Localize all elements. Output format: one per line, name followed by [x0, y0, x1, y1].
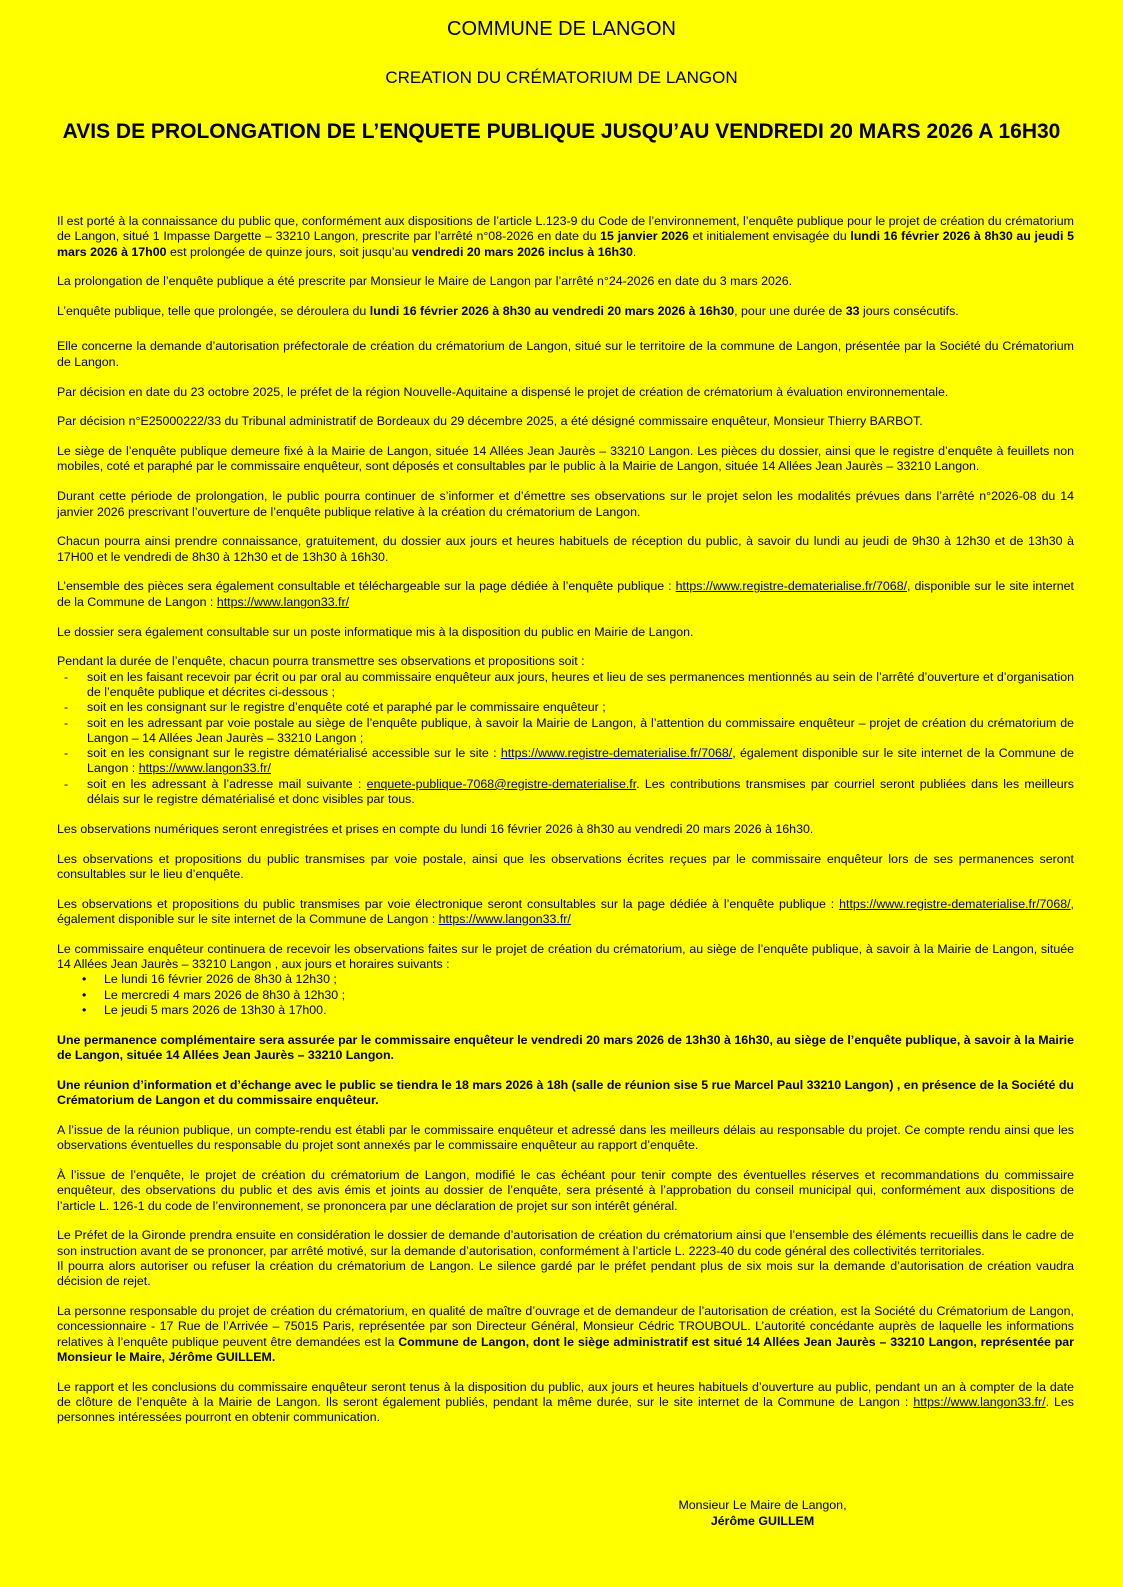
paragraph-prefect-decision: Par décision en date du 23 octobre 2025, le préfet de la région Nouvelle-Aquitaine a dispensé le projet de création de crématorium à évaluation environnementale.	[57, 384, 949, 399]
signature-name: Jérôme GUILLEM	[710, 1513, 815, 1528]
registre-link[interactable]: https://www.registre-dematerialise.fr/7068/	[500, 746, 733, 761]
paragraph-digital-observations: Les observations numériques seront enregistrées et prises en compte du lundi 16 février 2026 à 8h30 au vendredi 20 mars 2026 à 16h30.	[57, 821, 814, 836]
langon-site-link[interactable]: https://www.langon33.fr/	[216, 594, 350, 609]
notice-title: AVIS DE PROLONGATION DE L’ENQUETE PUBLIQUE JUSQU’AU VENDREDI 20 MARS 2026 A 16H30	[62, 120, 1061, 143]
commune-heading: COMMUNE DE LANGON	[447, 18, 676, 40]
list-item: • Le mercredi 4 mars 2026 de 8h30 à 12h30 ;	[57, 988, 1074, 1003]
paragraph-electronic-observations: Les observations et propositions du public transmises par voie électronique seront consultables sur la page dédiée à l’enquête publique : https://www.registre-dematerialise.fr/7068/, également disponible sur le site internet de la Commune de Langon : https://www.langon33.fr/	[57, 896, 1074, 926]
list-item: - soit en les faisant recevoir par écrit ou par oral au commissaire enquêteur aux jours, heures et lieu de ses permanences mentionnés au sein de l’arrêté d’ouverture et d’organisation de l’enquête publique et décrites ci-dessous ;	[57, 670, 1074, 701]
paragraph-postal-observations: Les observations et propositions du public transmises par voie postale, ainsi que les observations écrites reçues par le commissaire enquêteur lors de ses permanences seront consultables sur le lieu d’enquête.	[57, 851, 1074, 881]
paragraph-duration: L’enquête publique, telle que prolongée, se déroulera du lundi 16 février 2026 à 8h30 au vendredi 20 mars 2026 à 16h30, pour une durée de 33 jours consécutifs.	[57, 304, 959, 319]
paragraph-after-enquiry: À l’issue de l’enquête, le projet de création du crématorium de Langon, modifié le cas échéant pour tenir compte des éventuelles réserves et recommandations du commissaire enquêteur, des observations du public et des avis émis et joints au dossier de l’enquête, sera présenté à l’approbation du conseil municipal qui, conformément aux dispositions de l’article L. 126-1 du code de l’environnement, se prononcera par une déclaration de projet sur son intérêt général.	[57, 1168, 1074, 1213]
paragraph-seat: Le siège de l’enquête publique demeure fixé à la Mairie de Langon, située 14 Allées Jean Jaurès – 33210 Langon. Les pièces du dossier, ainsi que le registre d’enquête à feuillets non mobiles, coté et paraphé par le commissaire enquêteur, sont déposés et consultables par le public à la Mairie de Langon, située 14 Allées Jean Jaurès – 33210 Langon.	[57, 444, 1074, 474]
paragraph-meeting-report: A l’issue de la réunion publique, un compte-rendu est établi par le commissaire enquêteur et adressé dans les meilleurs délais au responsable du projet. Ce compte rendu ainsi que les observations éventuelles du responsable du projet sont annexés par le commissaire enquêteur au rapport d’enquête.	[57, 1122, 1074, 1153]
registre-link[interactable]: https://www.registre-dematerialise.fr/7068/	[839, 896, 1071, 911]
signature-block	[620, 1498, 905, 1529]
paragraph-prolongation-period: Durant cette période de prolongation, le public pourra continuer de s’informer et d’émettre ses observations sur le projet selon les modalités prévues dans l’arrêté n°2026-08 du 14 janvier 2026 prescrivant l’ouverture de l’enquête publique relative à la création du crématorium de Langon.	[57, 489, 1074, 519]
project-subtitle: CREATION DU CRÉMATORIUM DE LANGON	[385, 68, 738, 87]
paragraph-decision: Il pourra alors autoriser ou refuser la création du crématorium de Langon. Le silence gardé par le préfet pendant plus de six mois sur la demande d’autorisation de création vaudra décision de rejet.	[57, 1259, 1074, 1289]
registre-link[interactable]: https://www.registre-dematerialise.fr/7068/	[675, 579, 908, 594]
paragraph-opening-hours: Chacun pourra ainsi prendre connaissance, gratuitement, du dossier aux jours et heures habituels de réception du public, à savoir du lundi au jeudi de 9h30 à 12h30 et de 13h30 à 17H00 et le vendredi de 8h30 à 12h30 et de 13h30 à 16h30.	[57, 534, 1074, 564]
paragraph-report-availability: Le rapport et les conclusions du commissaire enquêteur seront tenus à la disposition du public, aux jours et heures habituels d’ouverture au public, pendant un an à compter de la date de clôture de l’enquête à la Mairie de Langon. Ils seront également publiés, pendant la même durée, sur le site internet de la Commune de Langon : https://www.langon33.fr/. Les personnes intéressées pourront en obtenir communication.	[57, 1379, 1074, 1425]
paragraph-submission-intro: Pendant la durée de l’enquête, chacun pourra transmettre ses observations et propositions soit :	[57, 654, 585, 669]
email-link[interactable]: enquete-publique-7068@registre-dematerialise.fr	[366, 776, 637, 791]
paragraph-prefect-review: Le Préfet de la Gironde prendra ensuite en considération le dossier de demande d’autorisation de création du crématorium ainsi que l’ensemble des éléments recueillis dans le cadre de son instruction avant de se prononcer, par arrêté motivé, sur la demande d’autorisation, conformément à l’article L. 2223-40 du code général des collectivités territoriales.	[57, 1228, 1074, 1258]
submission-methods-list	[57, 670, 1074, 808]
notice-body	[57, 214, 1074, 1440]
signature-role: Monsieur Le Maire de Langon,	[678, 1498, 847, 1512]
paragraph-request: Elle concerne la demande d’autorisation préfectorale de création du crématorium de Langon, situé sur le territoire de la commune de Langon, présentée par la Société du Crématorium de Langon.	[57, 339, 1074, 369]
list-item: • Le lundi 16 février 2026 de 8h30 à 12h30 ;	[57, 972, 1074, 987]
paragraph-documents-online: L’ensemble des pièces sera également consultable et téléchargeable sur la page dédiée à l’enquête publique : https://www.registre-dematerialise.fr/7068/, disponible sur le site internet de la Commune de Langon : https://www.langon33.fr/	[57, 579, 1074, 609]
paragraph-intro: Il est porté à la connaissance du public que, conformément aux dispositions de l’article L.123-9 du Code de l’environnement, l’enquête publique pour le projet de création du crématorium de Langon, situé 1 Impasse Dargette – 33210 Langon, prescrite par l’arrêté n°08-2026 en date du 15 janvier 2026 et initialement envisagée du lundi 16 février 2026 à 8h30 au jeudi 5 mars 2026 à 17h00 est prolongée de quinze jours, soit jusqu’au vendredi 20 mars 2026 inclus à 16h30.	[57, 214, 1075, 259]
langon-site-link[interactable]: https://www.langon33.fr/	[138, 761, 271, 776]
paragraph-public-meeting: Une réunion d’information et d’échange avec le public se tiendra le 18 mars 2026 à 18h (salle de réunion sise 5 rue Marcel Paul 33210 Langon) , en présence de la Société du Crématorium de Langon et du commissaire enquêteur.	[57, 1077, 1074, 1108]
paragraph-computer-access: Le dossier sera également consultable sur un poste informatique mis à la disposition du public en Mairie de Langon.	[57, 624, 694, 639]
paragraph-commissioner: Par décision n°E25000222/33 du Tribunal administratif de Bordeaux du 29 décembre 2025, a été désigné commissaire enquêteur, Monsieur Thierry BARBOT.	[57, 414, 923, 429]
paragraph-prolongation: La prolongation de l’enquête publique a été prescrite par Monsieur le Maire de Langon par l’arrêté n°24-2026 en date du 3 mars 2026.	[57, 274, 793, 289]
paragraph-responsible: La personne responsable du projet de création du crématorium, en qualité de maître d’ouvrage et de demandeur de l’autorisation de création, est la Société du Crématorium de Langon, concessionnaire - 17 Rue de l’Arrivée – 75015 Paris, représentée par son Directeur Général, Monsieur Cédric TROUBOUL. L’autorité concédante auprès de laquelle les informations relatives à l’enquête publique peuvent être demandées est la Commune de Langon, dont le siège administratif est situé 14 Allées Jean Jaurès – 33210 Langon, représentée par Monsieur le Maire, Jérôme GUILLEM.	[57, 1304, 1074, 1365]
paragraph-permanences-intro: Le commissaire enquêteur continuera de recevoir les observations faites sur le projet de création du crématorium, au siège de l’enquête publique, à savoir à la Mairie de Langon, située 14 Allées Jean Jaurès – 33210 Langon , aux jours et horaires suivants :	[57, 941, 1074, 972]
paragraph-extra-permanence: Une permanence complémentaire sera assurée par le commissaire enquêteur le vendredi 20 mars 2026 de 13h30 à 16h30, au siège de l’enquête publique, à savoir à la Mairie de Langon, située 14 Allées Jean Jaurès – 33210 Langon.	[57, 1032, 1074, 1063]
list-item: • Le jeudi 5 mars 2026 de 13h30 à 17h00.	[57, 1003, 1074, 1018]
list-item: - soit en les consignant sur le registre dématérialisé accessible sur le site : https://www.registre-dematerialise.fr/7068/, également disponible sur le site internet de la Commune de Langon : https://www.langon33.fr/	[57, 746, 1074, 777]
list-item: - soit en les adressant à l’adresse mail suivante : enquete-publique-7068@registre-dematerialise.fr. Les contributions transmises par courriel seront publiées dans les meilleurs délais sur le registre dématérialisé et donc visibles par tous.	[57, 777, 1074, 808]
list-item: - soit en les consignant sur le registre d’enquête coté et paraphé par le commissaire enquêteur ;	[57, 700, 1074, 715]
langon-site-link[interactable]: https://www.langon33.fr/	[913, 1395, 1046, 1410]
langon-site-link[interactable]: https://www.langon33.fr/	[438, 912, 571, 926]
permanences-list	[57, 972, 1074, 1018]
list-item: - soit en les adressant par voie postale au siège de l’enquête publique, à savoir la Mairie de Langon, à l’attention du commissaire enquêteur – projet de création du crématorium de Langon – 14 Allées Jean Jaurès – 33210 Langon ;	[57, 716, 1074, 747]
